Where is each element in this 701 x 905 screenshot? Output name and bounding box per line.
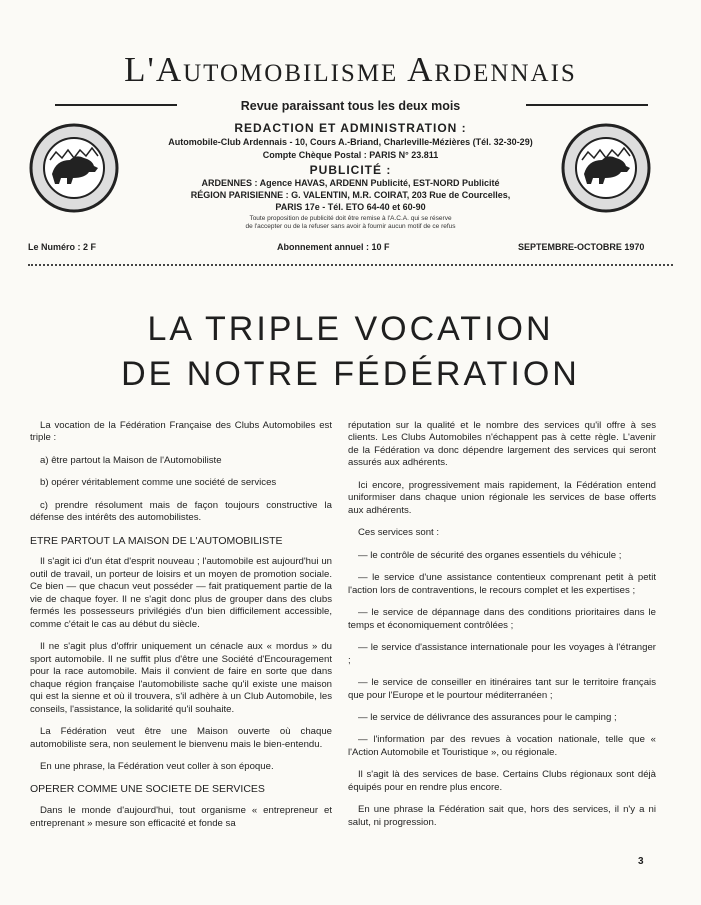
paragraph: Ici encore, progressivement mais rapidement, la Fédération entend uniformiser dans chaque union régionale les services de base offerts aux adhérents. bbox=[348, 479, 656, 516]
paragraph: Ces services sont : bbox=[358, 527, 440, 539]
service-item: — l'information par des revues à vocation nationale, telle que « l'Action Automobile et Touristique », ou régionale. bbox=[348, 734, 656, 758]
service-item: — le service de conseiller en itinéraires tant sur le territoire français que pour l'Europe et le pourtour méditerranéen ; bbox=[348, 677, 656, 701]
subscription-price: Abonnement annuel : 10 F bbox=[277, 242, 390, 252]
paragraph: Il s'agit ici d'un état d'esprit nouveau ; l'automobile est aujourd'hui un outil de travail, un porteur de loisirs et un moyen de promotion sociale. Ce bien — que chacun veut posséder — fait pratiquement partie de la vie de chaque foyer. Il ne s'agit donc plus de grouper dans des clubs fermés les possesseurs privilégiés d'un bien difficilement accessible, comme c'était le cas au début du siècle. bbox=[30, 556, 332, 630]
article-left-column bbox=[30, 420, 332, 840]
paragraph: Il s'agit là des services de base. Certains Clubs régionaux sont déjà équipés pour en rendre plus encore. bbox=[348, 769, 656, 793]
pub-ardennes: ARDENNES : Agence HAVAS, ARDENN Publicité, EST-NORD Publicité bbox=[201, 178, 500, 188]
tagline: Revue paraissant tous les deux mois bbox=[240, 99, 461, 113]
dotted-divider bbox=[28, 264, 673, 268]
article-title-line-2: DE NOTRE FÉDÉRATION bbox=[121, 355, 580, 393]
club-emblem-right bbox=[560, 122, 652, 214]
section-heading: ETRE PARTOUT LA MAISON DE L'AUTOMOBILISTE bbox=[30, 534, 283, 547]
paragraph: En une phrase, la Fédération veut coller à son époque. bbox=[40, 761, 274, 773]
list-item: b) opérer véritablement comme une société de services bbox=[40, 477, 277, 489]
fine-print-2: de l'accepter ou de la refuser sans avoir à fournir aucun motif de ce refus bbox=[245, 223, 456, 230]
redaction-title: REDACTION ET ADMINISTRATION : bbox=[234, 121, 467, 135]
service-item: — le service de délivrance des assurances pour le camping ; bbox=[358, 711, 617, 723]
postal-account: Compte Chèque Postal : PARIS N° 23.811 bbox=[262, 150, 439, 160]
service-item: — le service d'assistance internationale pour les voyages à l'étranger ; bbox=[348, 642, 656, 666]
article-right-column bbox=[348, 420, 656, 839]
paragraph: Dans le monde d'aujourd'hui, tout organisme « entrepreneur et entreprenant » mesure son efficacité et fonde sa bbox=[30, 805, 332, 829]
pub-paris-1: RÉGION PARISIENNE : G. VALENTIN, M.R. COIRAT, 203 Rue de Courcelles, bbox=[190, 190, 511, 200]
club-emblem-left bbox=[28, 122, 120, 214]
paragraph: La vocation de la Fédération Française des Clubs Automobiles est triple : bbox=[30, 420, 332, 444]
masthead-title: L'Automobilisme Ardennais bbox=[124, 50, 577, 89]
issue-price: Le Numéro : 2 F bbox=[28, 242, 97, 252]
fine-print-1: Toute proposition de publicité doit être remise à l'A.C.A. qui se réserve bbox=[249, 215, 452, 222]
section-heading: OPERER COMME UNE SOCIETE DE SERVICES bbox=[30, 783, 265, 796]
article-title-line-1: LA TRIPLE VOCATION bbox=[147, 310, 554, 348]
service-item: — le service de dépannage dans des conditions prioritaires dans le temps et économiquement contrôlées ; bbox=[348, 607, 656, 631]
paragraph: Il ne s'agit plus d'offrir uniquement un cénacle aux « mordus » du sport automobile. Il ne suffit plus d'être une Société d'Encouragement pour la race automobile. Mais il convient de faire en sorte que dans chaque région française l'automobiliste sache qu'il existe une maison qui est la sienne et où il trouvera, s'il adhère à un Club Automobile, les conseils, l'assistance, la solidarité qu'il souhaite. bbox=[30, 641, 332, 715]
publicite-title: PUBLICITÉ : bbox=[309, 163, 392, 177]
paragraph: En une phrase la Fédération sait que, hors des services, il n'y a ni salut, ni progression. bbox=[348, 804, 656, 828]
service-item: — le contrôle de sécurité des organes essentiels du véhicule ; bbox=[358, 549, 622, 561]
paragraph: La Fédération veut être une Maison ouverte où chaque automobiliste sera, non seulement le bienvenu mais le bien-entendu. bbox=[30, 726, 332, 750]
address: Automobile-Club Ardennais - 10, Cours A.-Briand, Charleville-Mézières (Tél. 32-30-29) bbox=[168, 137, 533, 147]
list-item: c) prendre résolument mais de façon toujours constructive la défense des intérêts des automobilistes. bbox=[30, 499, 332, 524]
page-number: 3 bbox=[638, 856, 644, 867]
pub-paris-2: PARIS 17e - Tél. ETO 64-40 et 60-90 bbox=[275, 202, 426, 212]
club-emblem-icon bbox=[28, 122, 120, 214]
club-emblem-icon bbox=[560, 122, 652, 214]
service-item: — le service d'une assistance contentieux comprenant petit à petit l'action lors de contraventions, le recours complet et les expertises ; bbox=[348, 572, 656, 596]
issue-date: SEPTEMBRE-OCTOBRE 1970 bbox=[518, 242, 645, 252]
paragraph: réputation sur la qualité et le nombre des services qu'il offre à ses clients. Les Clubs Automobiles n'échappent pas à cette règle. L'avenir de la Fédération va donc dépendre largement des services qui seront assurés aux adhérents. bbox=[348, 420, 656, 469]
list-item: a) être partout la Maison de l'Automobiliste bbox=[40, 454, 222, 466]
